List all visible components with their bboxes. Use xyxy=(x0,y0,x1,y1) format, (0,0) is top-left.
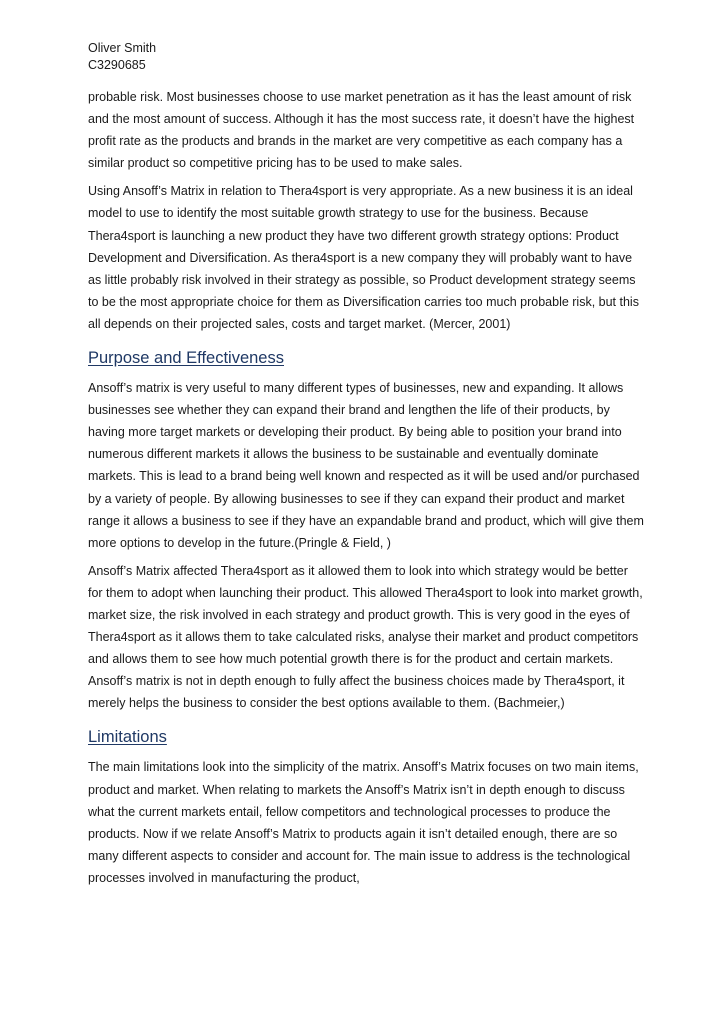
section-heading-purpose xyxy=(88,347,644,369)
section-heading-limitations xyxy=(88,726,644,748)
document-header xyxy=(88,40,644,74)
section-heading-text: Limitations xyxy=(88,728,167,747)
paragraph: Ansoff’s Matrix affected Thera4sport as it allowed them to look into which strategy would be better for them to adopt when launching their product. This allowed Thera4sport to look into market growth, market size, the risk involved in each strategy and product growth. This is very good in the eyes of Thera4sport as it allows them to take calculated risks, analyse their market and product competitors and allows them to see how much potential growth there is for the product and certain markets. Ansoff’s matrix is not in depth enough to fully affect the business choices made by Thera4sport, it merely helps the business to consider the best options available to them. (Bachmeier,) xyxy=(88,563,643,711)
student-id: C3290685 xyxy=(88,58,146,72)
author-name: Oliver Smith xyxy=(88,41,157,55)
paragraph: The main limitations look into the simplicity of the matrix. Ansoff’s Matrix focuses on two main items, product and market. When relating to markets the Ansoff’s Matrix isn’t in depth enough to discuss what the current markets entail, fellow competitors and technological processes to produce the products. Now if we relate Ansoff’s Matrix to products again it isn’t detailed enough, there are so many different aspects to consider and account for. The main issue to address is the technological processes involved in manufacturing the product, xyxy=(88,760,639,885)
document-page xyxy=(88,40,644,895)
paragraph: Ansoff’s matrix is very useful to many different types of businesses, new and expanding. It allows businesses see whether they can expand their brand and lengthen the life of their products, by having more target markets or developing their product. By being able to position your brand into numerous different markets it allows the business to be sustainable and eventually dominate markets. This is lead to a brand being well known and respected as it will be used and/or purchased by a variety of people. By allowing businesses to see if they can expand their product and market range it allows a business to see if they have an expandable brand and product, which will give them more options to develop in the future.(Pringle & Field, ) xyxy=(88,381,644,550)
paragraph: probable risk. Most businesses choose to use market penetration as it has the least amount of risk and the most amount of success. Although it has the most success rate, it doesn’t have the highest profit rate as the products and brands in the market are very competitive as each company has a similar product so competitive pricing has to be used to make sales. xyxy=(88,90,635,171)
section-heading-text: Purpose and Effectiveness xyxy=(88,349,284,368)
paragraph: Using Ansoff’s Matrix in relation to Thera4sport is very appropriate. As a new business it is an ideal model to use to identify the most suitable growth strategy to use for the business. Because Thera4sport is launching a new product they have two different growth strategy options: Product Development and Diversification. As thera4sport is a new company they will probably want to have as little probably risk involved in their strategy as possible, so Product development strategy seems to be the most appropriate choice for them as Diversification carries too much probable risk, but this all depends on their projected sales, costs and target market. (Mercer, 2001) xyxy=(88,184,639,331)
